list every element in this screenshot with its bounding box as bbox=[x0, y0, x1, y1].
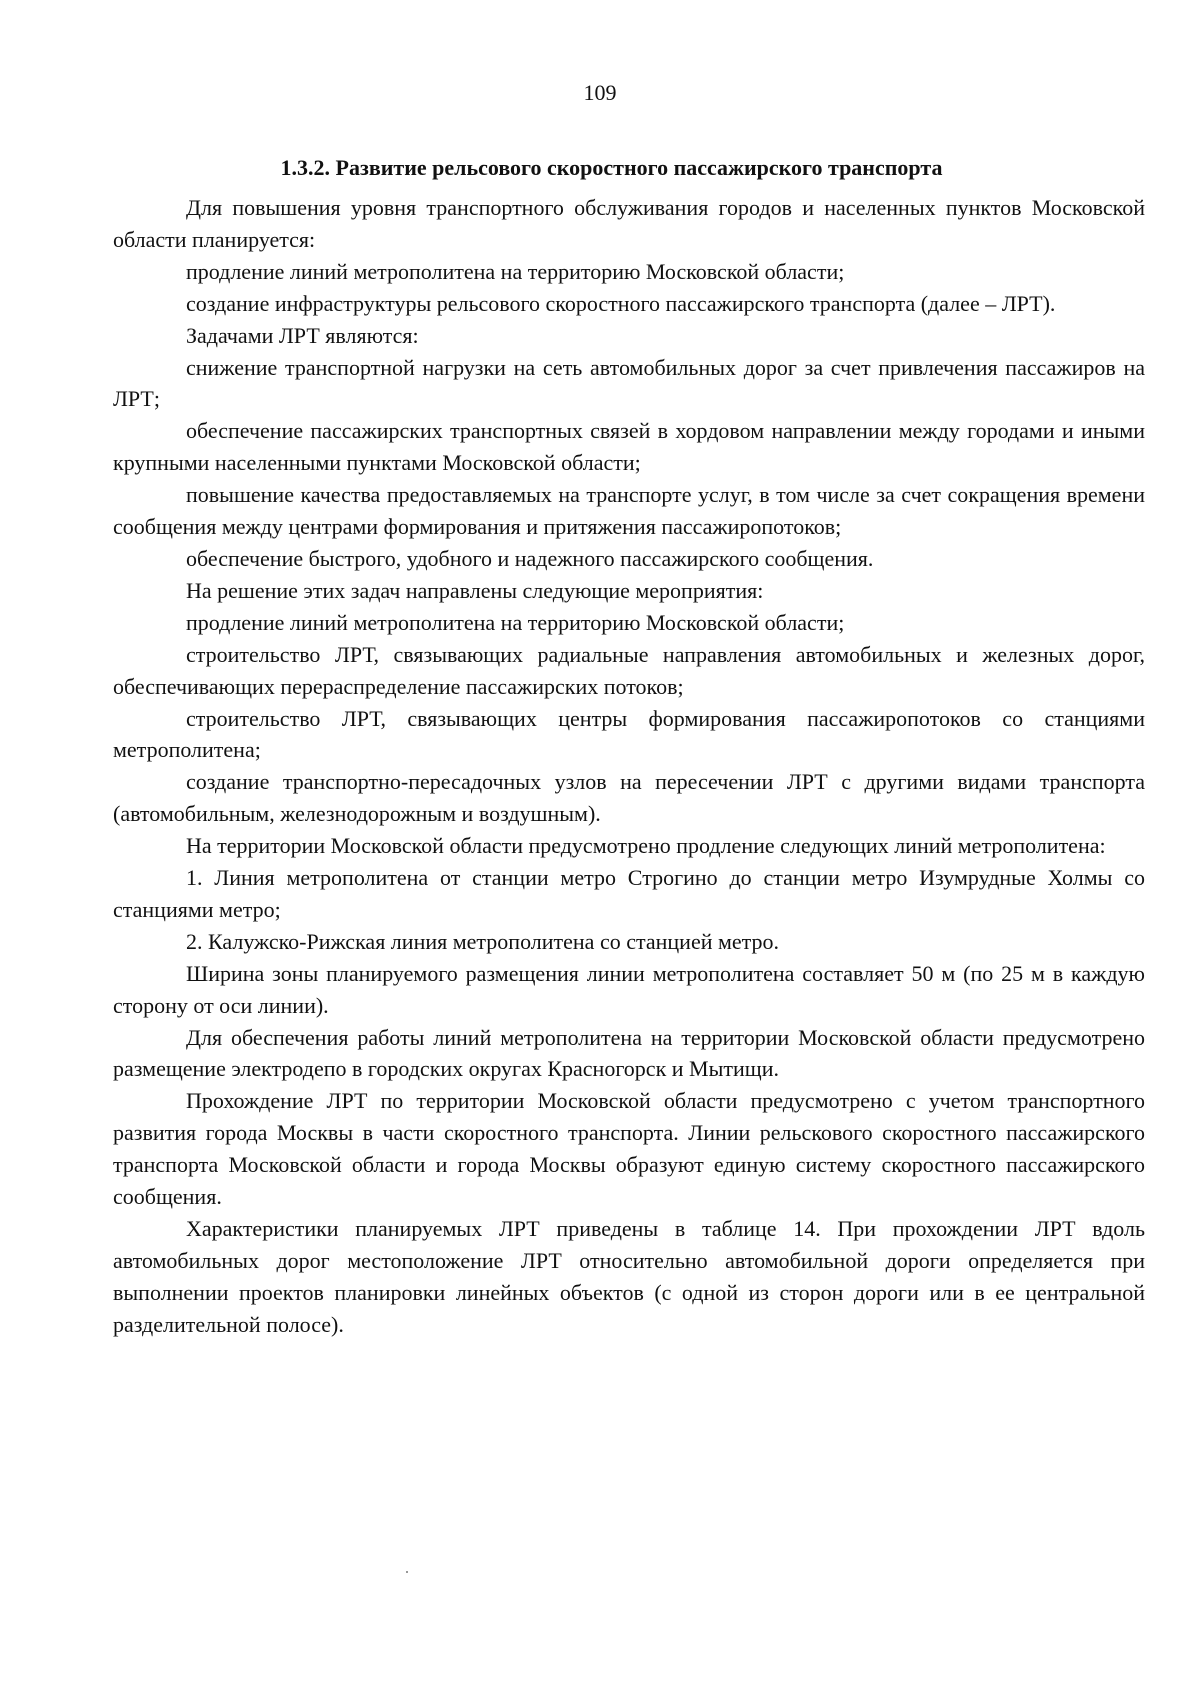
paragraph: Прохождение ЛРТ по территории Московской области предусмотрено с учетом транспортного развития города Москвы в части скоростного транспорта. Линии рельскового скоростного пассажирского транспорта Московской области и города Москвы образуют единую систему скоростного пассажирского сообщения. bbox=[113, 1088, 1145, 1210]
paragraph: создание инфраструктуры рельсового скоростного пассажирского транспорта (далее – ЛРТ). bbox=[186, 290, 1056, 316]
paragraph: Ширина зоны планируемого размещения линии метрополитена составляет 50 м (по 25 м в каждую сторону от оси линии). bbox=[113, 960, 1145, 1018]
paragraph: строительство ЛРТ, связывающих радиальные направления автомобильных и железных дорог, обеспечивающих перераспределение пассажирских потоков; bbox=[113, 641, 1145, 699]
paragraph: Для обеспечения работы линий метрополитена на территории Московской области предусмотрено размещение электродепо в городских округах Красногорск и Мытищи. bbox=[113, 1024, 1145, 1082]
page-number: 109 bbox=[583, 80, 617, 105]
paragraph: Задачами ЛРТ являются: bbox=[186, 322, 419, 348]
scan-artifact bbox=[406, 1571, 408, 1573]
paragraph: продление линий метрополитена на территорию Московской области; bbox=[186, 609, 845, 635]
paragraph: продление линий метрополитена на территорию Московской области; bbox=[186, 258, 845, 284]
paragraph: обеспечение быстрого, удобного и надежного пассажирского сообщения. bbox=[186, 545, 874, 571]
paragraph: На решение этих задач направлены следующие мероприятия: bbox=[186, 577, 764, 603]
paragraph: 2. Калужско-Рижская линия метрополитена со станцией метро. bbox=[186, 928, 780, 954]
body-text bbox=[113, 192, 1145, 1341]
paragraph: На территории Московской области предусмотрено продление следующих линий метрополитена: bbox=[186, 833, 1106, 859]
paragraph: создание транспортно-пересадочных узлов на пересечении ЛРТ с другими видами транспорта (автомобильным, железнодорожным и воздушным). bbox=[113, 769, 1145, 827]
paragraph: строительство ЛРТ, связывающих центры формирования пассажиропотоков со станциями метрополитена; bbox=[113, 705, 1145, 763]
section-heading: 1.3.2. Развитие рельсового скоростного пассажирского транспорта bbox=[280, 155, 943, 180]
paragraph: повышение качества предоставляемых на транспорте услуг, в том числе за счет сокращения времени сообщения между центрами формирования и притяжения пассажиропотоков; bbox=[113, 482, 1145, 540]
paragraph: Для повышения уровня транспортного обслуживания городов и населенных пунктов Московской области планируется: bbox=[113, 195, 1145, 252]
paragraph: снижение транспортной нагрузки на сеть автомобильных дорог за счет привлечения пассажиров на ЛРТ; bbox=[113, 354, 1145, 412]
paragraph: 1. Линия метрополитена от станции метро Строгино до станции метро Изумрудные Холмы со станциями метро; bbox=[113, 865, 1145, 922]
paragraph: обеспечение пассажирских транспортных связей в хордовом направлении между городами и иными крупными населенными пунктами Московской области; bbox=[113, 418, 1145, 476]
paragraph: Характеристики планируемых ЛРТ приведены в таблице 14. При прохождении ЛРТ вдоль автомобильных дорог местоположение ЛРТ относительно автомобильной дороги определяется при выполнении проектов планировки линейных объектов (с одной из сторон дороги или в ее центральной разделительной полосе). bbox=[113, 1216, 1145, 1337]
